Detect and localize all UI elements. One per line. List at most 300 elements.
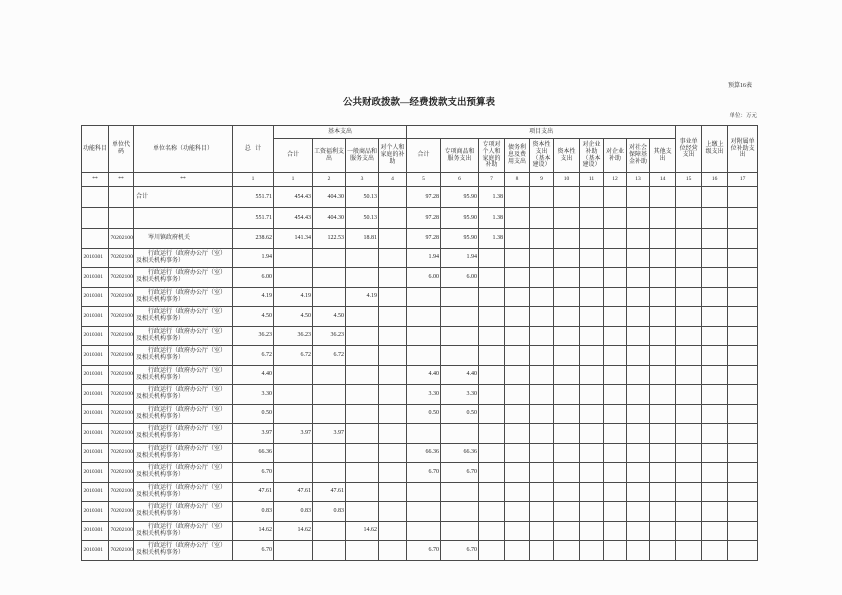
column-number: 8 bbox=[505, 173, 530, 187]
cell-upper-remit bbox=[702, 187, 728, 208]
table-row bbox=[82, 248, 758, 268]
column-number: 15 bbox=[676, 173, 702, 187]
cell-total: 47.61 bbox=[233, 482, 274, 502]
header-func-code: 功能科目 bbox=[82, 126, 109, 173]
cell-unit-name: 行政运行（政府办公厅（室）及相关机构事务） bbox=[134, 365, 233, 385]
cell-affiliated-subsidy bbox=[728, 443, 758, 463]
cell-affiliated-subsidy bbox=[728, 346, 758, 366]
cell-basic-individual bbox=[379, 229, 407, 249]
cell-project-other bbox=[650, 229, 676, 249]
cell-basic-individual bbox=[379, 268, 407, 288]
cell-upper-remit bbox=[702, 502, 728, 522]
cell-project-capital-construction bbox=[530, 541, 554, 561]
cell-basic-subtotal: 454.43 bbox=[274, 187, 313, 208]
cell-project-individual bbox=[479, 326, 505, 346]
cell-unit-name: 行政运行（政府办公厅（室）及相关机构事务） bbox=[134, 385, 233, 405]
cell-upper-remit bbox=[702, 385, 728, 405]
column-number: 17 bbox=[728, 173, 758, 187]
cell-project-social-security bbox=[627, 521, 650, 541]
cell-affiliated-subsidy bbox=[728, 521, 758, 541]
cell-project-goods: 95.90 bbox=[441, 208, 479, 229]
cell-project-enterprise-construction bbox=[580, 248, 604, 268]
cell-unit-name: 行政运行（政府办公厅（室）及相关机构事务） bbox=[134, 541, 233, 561]
cell-affiliated-subsidy bbox=[728, 268, 758, 288]
cell-project-goods bbox=[441, 307, 479, 327]
cell-project-enterprise bbox=[604, 463, 627, 483]
cell-basic-subtotal bbox=[274, 404, 313, 424]
header-project-group: 项目支出 bbox=[407, 126, 676, 139]
cell-project-capital-construction bbox=[530, 521, 554, 541]
cell-unit-name: 行政运行（政府办公厅（室）及相关机构事务） bbox=[134, 482, 233, 502]
cell-affiliated-subsidy bbox=[728, 365, 758, 385]
cell-project-capital-construction bbox=[530, 229, 554, 249]
cell-business-operation bbox=[676, 443, 702, 463]
table-row bbox=[82, 229, 758, 249]
cell-business-operation bbox=[676, 385, 702, 405]
cell-project-enterprise-construction bbox=[580, 229, 604, 249]
cell-basic-salary: 404.30 bbox=[313, 208, 346, 229]
cell-project-debt bbox=[505, 443, 530, 463]
cell-project-enterprise-construction bbox=[580, 404, 604, 424]
cell-project-social-security bbox=[627, 541, 650, 561]
cell-affiliated-subsidy bbox=[728, 326, 758, 346]
cell-total: 66.36 bbox=[233, 443, 274, 463]
cell-basic-subtotal: 4.50 bbox=[274, 307, 313, 327]
cell-project-capital bbox=[554, 424, 580, 444]
cell-affiliated-subsidy bbox=[728, 541, 758, 561]
cell-project-capital bbox=[554, 248, 580, 268]
cell-total: 6.70 bbox=[233, 463, 274, 483]
cell-project-enterprise bbox=[604, 443, 627, 463]
cell-project-social-security bbox=[627, 187, 650, 208]
cell-basic-salary: 0.83 bbox=[313, 502, 346, 522]
cell-project-individual bbox=[479, 443, 505, 463]
cell-func-code: 2010301 bbox=[82, 502, 109, 522]
cell-total: 0.50 bbox=[233, 404, 274, 424]
cell-unit-name: 行政运行（政府办公厅（室）及相关机构事务） bbox=[134, 248, 233, 268]
cell-project-debt bbox=[505, 326, 530, 346]
cell-affiliated-subsidy bbox=[728, 385, 758, 405]
cell-basic-salary bbox=[313, 443, 346, 463]
column-number: 4 bbox=[379, 173, 407, 187]
cell-project-capital bbox=[554, 443, 580, 463]
cell-project-debt bbox=[505, 287, 530, 307]
cell-basic-goods bbox=[346, 404, 379, 424]
cell-project-enterprise-construction bbox=[580, 424, 604, 444]
cell-project-goods: 1.94 bbox=[441, 248, 479, 268]
cell-total: 36.23 bbox=[233, 326, 274, 346]
cell-func-code: 2010301 bbox=[82, 326, 109, 346]
cell-affiliated-subsidy bbox=[728, 404, 758, 424]
cell-basic-individual bbox=[379, 502, 407, 522]
cell-basic-subtotal: 36.23 bbox=[274, 326, 313, 346]
cell-basic-subtotal: 454.43 bbox=[274, 208, 313, 229]
cell-basic-goods bbox=[346, 385, 379, 405]
column-number: 1 bbox=[233, 173, 274, 187]
cell-project-enterprise-construction bbox=[580, 307, 604, 327]
table-row bbox=[82, 541, 758, 561]
cell-project-capital-construction bbox=[530, 187, 554, 208]
cell-project-enterprise-construction bbox=[580, 385, 604, 405]
header-row-group bbox=[82, 126, 758, 139]
cell-project-subtotal: 97.28 bbox=[407, 187, 441, 208]
cell-business-operation bbox=[676, 326, 702, 346]
cell-project-enterprise bbox=[604, 326, 627, 346]
cell-upper-remit bbox=[702, 287, 728, 307]
header-project-capital-construction: 资本性支出（基本建设） bbox=[530, 139, 554, 173]
cell-project-other bbox=[650, 482, 676, 502]
form-number: 预算16表 bbox=[727, 83, 752, 89]
cell-project-enterprise bbox=[604, 502, 627, 522]
cell-project-social-security bbox=[627, 482, 650, 502]
cell-basic-individual bbox=[379, 463, 407, 483]
column-number: 5 bbox=[407, 173, 441, 187]
cell-project-capital bbox=[554, 521, 580, 541]
cell-project-goods: 6.70 bbox=[441, 463, 479, 483]
cell-project-individual bbox=[479, 307, 505, 327]
cell-business-operation bbox=[676, 502, 702, 522]
cell-basic-subtotal bbox=[274, 248, 313, 268]
cell-project-capital bbox=[554, 346, 580, 366]
cell-project-individual bbox=[479, 346, 505, 366]
cell-project-capital-construction bbox=[530, 346, 554, 366]
cell-project-capital bbox=[554, 268, 580, 288]
header-project-individual: 专项对个人和家庭的补助 bbox=[479, 139, 505, 173]
cell-project-debt bbox=[505, 404, 530, 424]
cell-project-capital-construction bbox=[530, 424, 554, 444]
cell-basic-goods bbox=[346, 365, 379, 385]
cell-basic-goods bbox=[346, 268, 379, 288]
cell-affiliated-subsidy bbox=[728, 307, 758, 327]
cell-basic-goods bbox=[346, 307, 379, 327]
cell-project-enterprise bbox=[604, 268, 627, 288]
cell-unit-code: 70202100 bbox=[109, 521, 134, 541]
cell-project-debt bbox=[505, 208, 530, 229]
cell-project-capital-construction bbox=[530, 443, 554, 463]
cell-basic-subtotal bbox=[274, 443, 313, 463]
cell-func-code: 2010301 bbox=[82, 385, 109, 405]
cell-project-social-security bbox=[627, 463, 650, 483]
cell-basic-salary: 4.50 bbox=[313, 307, 346, 327]
cell-project-other bbox=[650, 268, 676, 288]
column-number: 3 bbox=[346, 173, 379, 187]
cell-func-code: 2010301 bbox=[82, 541, 109, 561]
cell-affiliated-subsidy bbox=[728, 463, 758, 483]
cell-upper-remit bbox=[702, 463, 728, 483]
cell-business-operation bbox=[676, 521, 702, 541]
cell-business-operation bbox=[676, 229, 702, 249]
cell-total: 238.62 bbox=[233, 229, 274, 249]
cell-unit-name: 行政运行（政府办公厅（室）及相关机构事务） bbox=[134, 346, 233, 366]
cell-project-enterprise bbox=[604, 187, 627, 208]
cell-func-code: 2010301 bbox=[82, 346, 109, 366]
cell-project-capital bbox=[554, 404, 580, 424]
cell-project-goods: 95.90 bbox=[441, 229, 479, 249]
cell-affiliated-subsidy bbox=[728, 424, 758, 444]
cell-project-capital bbox=[554, 463, 580, 483]
cell-func-code: 2010301 bbox=[82, 443, 109, 463]
cell-project-capital bbox=[554, 229, 580, 249]
header-project-enterprise-construction: 对企业补助（基本建设） bbox=[580, 139, 604, 173]
cell-project-enterprise bbox=[604, 365, 627, 385]
column-number: 9 bbox=[530, 173, 554, 187]
header-unit-name: 单位名称（功能科目） bbox=[134, 126, 233, 173]
cell-project-enterprise-construction bbox=[580, 463, 604, 483]
cell-project-capital-construction bbox=[530, 268, 554, 288]
header-basic-salary: 工资福利支出 bbox=[313, 139, 346, 173]
cell-basic-salary: 47.61 bbox=[313, 482, 346, 502]
cell-project-capital bbox=[554, 208, 580, 229]
cell-project-enterprise bbox=[604, 307, 627, 327]
cell-project-debt bbox=[505, 346, 530, 366]
cell-total: 551.71 bbox=[233, 187, 274, 208]
cell-project-individual bbox=[479, 463, 505, 483]
cell-project-other bbox=[650, 463, 676, 483]
cell-project-social-security bbox=[627, 208, 650, 229]
cell-project-other bbox=[650, 307, 676, 327]
cell-project-other bbox=[650, 187, 676, 208]
cell-basic-subtotal: 3.97 bbox=[274, 424, 313, 444]
cell-project-debt bbox=[505, 307, 530, 327]
cell-basic-subtotal: 4.19 bbox=[274, 287, 313, 307]
cell-basic-goods: 18.81 bbox=[346, 229, 379, 249]
cell-basic-salary bbox=[313, 541, 346, 561]
cell-func-code: 2010301 bbox=[82, 521, 109, 541]
table-row bbox=[82, 346, 758, 366]
cell-upper-remit bbox=[702, 404, 728, 424]
cell-project-individual bbox=[479, 268, 505, 288]
cell-project-goods: 66.36 bbox=[441, 443, 479, 463]
cell-project-other bbox=[650, 346, 676, 366]
cell-project-individual bbox=[479, 248, 505, 268]
cell-business-operation bbox=[676, 463, 702, 483]
cell-project-enterprise bbox=[604, 541, 627, 561]
cell-project-debt bbox=[505, 463, 530, 483]
cell-project-individual bbox=[479, 424, 505, 444]
cell-func-code: 2010301 bbox=[82, 424, 109, 444]
cell-project-other bbox=[650, 326, 676, 346]
cell-project-subtotal: 6.70 bbox=[407, 463, 441, 483]
cell-unit-name: 行政运行（政府办公厅（室）及相关机构事务） bbox=[134, 463, 233, 483]
cell-project-individual bbox=[479, 521, 505, 541]
cell-project-enterprise bbox=[604, 208, 627, 229]
cell-unit-code: 70202100 bbox=[109, 482, 134, 502]
cell-project-other bbox=[650, 521, 676, 541]
cell-project-subtotal: 97.28 bbox=[407, 229, 441, 249]
cell-project-individual bbox=[479, 365, 505, 385]
budget-table bbox=[81, 125, 758, 561]
cell-unit-code: 70202100 bbox=[109, 463, 134, 483]
cell-total: 4.40 bbox=[233, 365, 274, 385]
cell-basic-individual bbox=[379, 326, 407, 346]
cell-project-enterprise-construction bbox=[580, 346, 604, 366]
header-project-subtotal: 合计 bbox=[407, 139, 441, 173]
cell-func-code: 2010301 bbox=[82, 307, 109, 327]
cell-func-code bbox=[82, 187, 109, 208]
cell-upper-remit bbox=[702, 443, 728, 463]
cell-affiliated-subsidy bbox=[728, 229, 758, 249]
cell-project-social-security bbox=[627, 404, 650, 424]
column-number-row bbox=[82, 173, 758, 187]
cell-total: 4.19 bbox=[233, 287, 274, 307]
cell-basic-salary bbox=[313, 248, 346, 268]
cell-project-goods: 6.70 bbox=[441, 541, 479, 561]
cell-project-social-security bbox=[627, 307, 650, 327]
cell-project-subtotal bbox=[407, 346, 441, 366]
cell-unit-code: 70202100 bbox=[109, 346, 134, 366]
cell-project-capital-construction bbox=[530, 208, 554, 229]
table-row bbox=[82, 502, 758, 522]
cell-unit-name: 行政运行（政府办公厅（室）及相关机构事务） bbox=[134, 521, 233, 541]
cell-project-other bbox=[650, 443, 676, 463]
cell-project-subtotal bbox=[407, 326, 441, 346]
cell-total: 0.83 bbox=[233, 502, 274, 522]
cell-unit-code: 70202100 bbox=[109, 287, 134, 307]
header-basic-goods: 一般商品和服务支出 bbox=[346, 139, 379, 173]
cell-basic-salary: 3.97 bbox=[313, 424, 346, 444]
cell-basic-salary bbox=[313, 463, 346, 483]
cell-unit-code: 70202100 bbox=[109, 385, 134, 405]
cell-project-capital-construction bbox=[530, 307, 554, 327]
cell-project-enterprise-construction bbox=[580, 326, 604, 346]
cell-unit-code: 70202100 bbox=[109, 365, 134, 385]
cell-basic-salary bbox=[313, 521, 346, 541]
cell-project-goods: 95.90 bbox=[441, 187, 479, 208]
table-row bbox=[82, 463, 758, 483]
table-row bbox=[82, 443, 758, 463]
cell-project-subtotal: 66.36 bbox=[407, 443, 441, 463]
cell-unit-code: 70202100 bbox=[109, 424, 134, 444]
cell-project-debt bbox=[505, 229, 530, 249]
cell-project-enterprise-construction bbox=[580, 541, 604, 561]
column-number: ** bbox=[134, 173, 233, 187]
cell-project-enterprise-construction bbox=[580, 482, 604, 502]
cell-basic-goods: 14.62 bbox=[346, 521, 379, 541]
cell-project-social-security bbox=[627, 287, 650, 307]
cell-project-debt bbox=[505, 385, 530, 405]
cell-project-other bbox=[650, 541, 676, 561]
cell-total: 6.70 bbox=[233, 541, 274, 561]
cell-project-subtotal bbox=[407, 502, 441, 522]
cell-project-social-security bbox=[627, 385, 650, 405]
cell-project-enterprise-construction bbox=[580, 502, 604, 522]
column-number: 1 bbox=[274, 173, 313, 187]
cell-basic-individual bbox=[379, 385, 407, 405]
cell-basic-goods bbox=[346, 443, 379, 463]
cell-project-debt bbox=[505, 502, 530, 522]
cell-basic-goods bbox=[346, 346, 379, 366]
cell-project-other bbox=[650, 502, 676, 522]
cell-project-social-security bbox=[627, 424, 650, 444]
column-number: ** bbox=[109, 173, 134, 187]
document-title: 公共财政拨款—经费拨款支出预算表 bbox=[342, 98, 495, 108]
cell-project-individual bbox=[479, 287, 505, 307]
cell-project-goods: 6.00 bbox=[441, 268, 479, 288]
cell-affiliated-subsidy bbox=[728, 502, 758, 522]
header-unit-code: 单位代码 bbox=[109, 126, 134, 173]
cell-project-debt bbox=[505, 248, 530, 268]
cell-project-other bbox=[650, 248, 676, 268]
cell-business-operation bbox=[676, 248, 702, 268]
cell-project-capital bbox=[554, 385, 580, 405]
cell-project-enterprise bbox=[604, 404, 627, 424]
cell-project-subtotal: 97.28 bbox=[407, 208, 441, 229]
cell-basic-individual bbox=[379, 482, 407, 502]
cell-upper-remit bbox=[702, 268, 728, 288]
cell-project-other bbox=[650, 404, 676, 424]
cell-unit-name: 行政运行（政府办公厅（室）及相关机构事务） bbox=[134, 287, 233, 307]
cell-func-code: 2010301 bbox=[82, 365, 109, 385]
cell-project-subtotal bbox=[407, 424, 441, 444]
table-row bbox=[82, 307, 758, 327]
cell-business-operation bbox=[676, 541, 702, 561]
column-number: 7 bbox=[479, 173, 505, 187]
header-project-other: 其他支出 bbox=[650, 139, 676, 173]
cell-total: 1.94 bbox=[233, 248, 274, 268]
header-basic-group: 基本支出 bbox=[274, 126, 407, 139]
cell-project-subtotal: 3.30 bbox=[407, 385, 441, 405]
cell-project-individual: 1.38 bbox=[479, 229, 505, 249]
cell-project-individual bbox=[479, 541, 505, 561]
cell-upper-remit bbox=[702, 346, 728, 366]
cell-project-social-security bbox=[627, 229, 650, 249]
cell-affiliated-subsidy bbox=[728, 187, 758, 208]
cell-basic-subtotal bbox=[274, 385, 313, 405]
cell-project-capital-construction bbox=[530, 287, 554, 307]
cell-project-social-security bbox=[627, 248, 650, 268]
cell-project-enterprise-construction bbox=[580, 208, 604, 229]
table-row bbox=[82, 482, 758, 502]
cell-unit-name: 行政运行（政府办公厅（室）及相关机构事务） bbox=[134, 326, 233, 346]
cell-basic-individual bbox=[379, 287, 407, 307]
table-row bbox=[82, 404, 758, 424]
cell-project-subtotal bbox=[407, 521, 441, 541]
cell-unit-code: 70202100 bbox=[109, 443, 134, 463]
header-upper-remit: 上缴上级支出 bbox=[702, 126, 728, 173]
cell-project-capital bbox=[554, 502, 580, 522]
cell-project-subtotal: 1.94 bbox=[407, 248, 441, 268]
table-row bbox=[82, 424, 758, 444]
cell-project-goods: 4.40 bbox=[441, 365, 479, 385]
cell-project-goods bbox=[441, 287, 479, 307]
cell-basic-individual bbox=[379, 443, 407, 463]
header-project-debt: 债务利息及费用支出 bbox=[505, 139, 530, 173]
cell-unit-name: 行政运行（政府办公厅（室）及相关机构事务） bbox=[134, 404, 233, 424]
cell-upper-remit bbox=[702, 541, 728, 561]
cell-project-debt bbox=[505, 541, 530, 561]
cell-total: 3.30 bbox=[233, 385, 274, 405]
cell-project-debt bbox=[505, 268, 530, 288]
cell-func-code bbox=[82, 208, 109, 229]
unit-label: 单位：万元 bbox=[729, 113, 757, 119]
cell-project-capital-construction bbox=[530, 326, 554, 346]
cell-business-operation bbox=[676, 187, 702, 208]
cell-project-enterprise bbox=[604, 287, 627, 307]
cell-unit-name: 行政运行（政府办公厅（室）及相关机构事务） bbox=[134, 268, 233, 288]
column-number: 12 bbox=[604, 173, 627, 187]
cell-project-capital bbox=[554, 307, 580, 327]
cell-basic-salary bbox=[313, 404, 346, 424]
cell-basic-goods: 50.13 bbox=[346, 208, 379, 229]
cell-basic-individual bbox=[379, 521, 407, 541]
cell-unit-name: 岑川镇政府机关 bbox=[134, 229, 233, 249]
cell-total: 551.71 bbox=[233, 208, 274, 229]
cell-affiliated-subsidy bbox=[728, 287, 758, 307]
cell-upper-remit bbox=[702, 424, 728, 444]
cell-basic-goods bbox=[346, 482, 379, 502]
cell-basic-subtotal: 14.62 bbox=[274, 521, 313, 541]
column-number: 16 bbox=[702, 173, 728, 187]
